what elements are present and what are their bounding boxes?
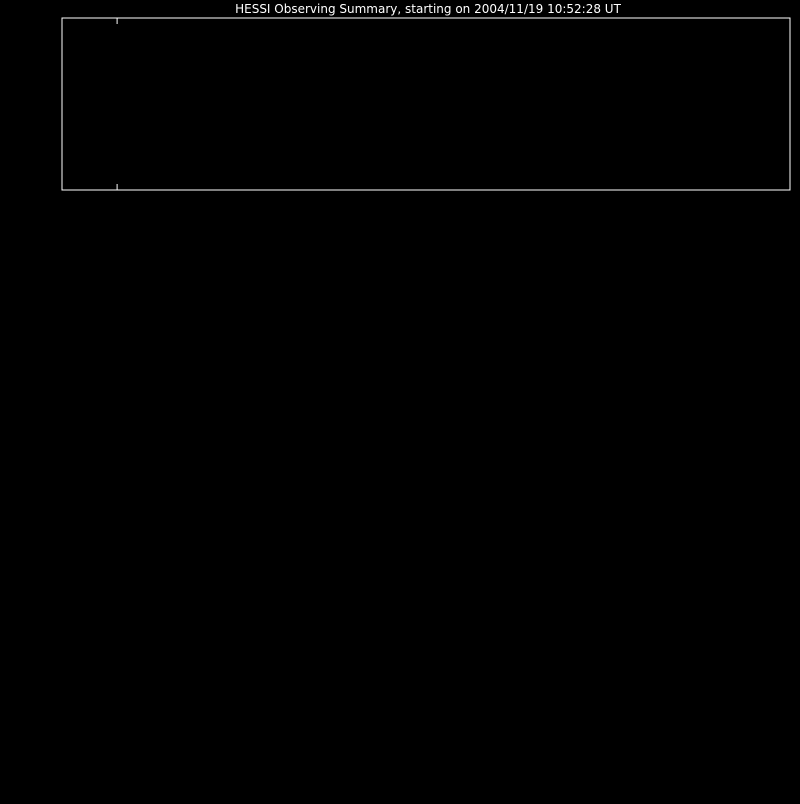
chart-title: HESSI Observing Summary, starting on 2004/11/19 10:52:28 UT	[235, 2, 621, 16]
plot-panels	[62, 18, 790, 190]
front-frame	[62, 18, 790, 190]
